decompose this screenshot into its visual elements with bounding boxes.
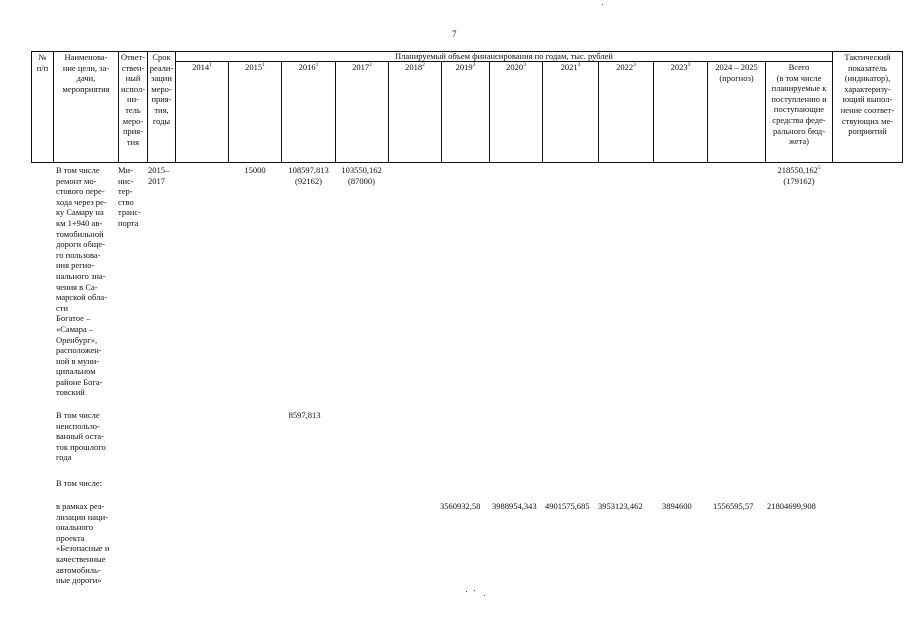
header-executor: Ответ- ствен- ный испол- ни- тель меро- прия- тия bbox=[120, 52, 146, 147]
col-line bbox=[281, 61, 282, 163]
col-line bbox=[598, 61, 599, 163]
col-line bbox=[335, 61, 336, 163]
row4-name: в рамках реа- лизации наци- онального проекта «Безопасные и качественные автомобиль- ные дороги» bbox=[56, 501, 110, 586]
scan-speck bbox=[474, 590, 475, 591]
header-table bbox=[31, 51, 903, 163]
scan-speck bbox=[466, 591, 467, 592]
col-line bbox=[228, 61, 229, 163]
row1-value-2017: 103550,162 (87000) bbox=[341, 165, 382, 186]
row1-total: 218550,162$^5$ (179162) bbox=[777, 165, 821, 186]
row1-executor: Ми- нис- тер- ство транс- порта bbox=[118, 165, 141, 228]
row4-value-2022: 3953123,462 bbox=[598, 501, 643, 511]
row1-value-2016: 108597,813 (92162) bbox=[288, 165, 329, 186]
header-year-2021: 2021$^3$ bbox=[560, 62, 581, 72]
scan-speck bbox=[484, 595, 485, 596]
header-year-2024-2025: 2024 – 2025 (прогноз) bbox=[715, 62, 758, 83]
row4-value-2023: 3894600 bbox=[662, 501, 692, 511]
header-year-2020: 2020$^3$ bbox=[506, 62, 526, 72]
header-total: Всего (в том числе планируемые к поступлению и поступающие средства феде- рального бюд- жета) bbox=[771, 62, 827, 147]
header-year-2018: 2018$^2$ bbox=[405, 62, 425, 72]
header-period: Срок реали- зации меро- прия- тия, годы bbox=[149, 52, 174, 126]
row3-name: В том числе: bbox=[56, 478, 102, 488]
header-year-2019: 2019$^3$ bbox=[455, 62, 476, 72]
table-header-bottom-border bbox=[31, 162, 903, 163]
col-line bbox=[441, 61, 442, 163]
col-line bbox=[542, 61, 543, 163]
header-name: Наименова- ние цели, за- дачи, мероприятия bbox=[62, 52, 110, 94]
page-number: 7 bbox=[452, 29, 457, 39]
header-num: № п/п bbox=[36, 52, 49, 73]
header-year-2015: 2015$^1$ bbox=[245, 62, 265, 72]
header-year-2022: 2022$^3$ bbox=[616, 62, 636, 72]
header-year-2014: 2014$^1$ bbox=[192, 62, 212, 72]
col-line bbox=[902, 51, 903, 163]
row4-value-2020: 3988954,343 bbox=[492, 501, 537, 511]
row1-name: В том числе ремонт мо- стового пере- хода через ре- ку Самару на км 1+940 ав- томобильной дороги обще- го пользова- ния регио- нального зна- чения в Са- марской обла- сти Богатое – «Самара – Оренбург», расположен- ной в муни- ципальном районе Бога- товский bbox=[56, 165, 107, 398]
header-year-2023: 2023$^3$ bbox=[670, 62, 691, 72]
scan-speck bbox=[602, 4, 603, 5]
row2-name: В том числе неиспользо- ванный оста- ток прошлого года bbox=[56, 410, 106, 463]
row2-value-2016: 8597,813 bbox=[288, 410, 321, 420]
row1-period: 2015– 2017 bbox=[148, 165, 170, 186]
col-line bbox=[489, 61, 490, 163]
row1-value-2015: 15000 bbox=[244, 165, 266, 175]
row4-value-2021: 4901575,685 bbox=[545, 501, 590, 511]
header-financing: Планируемый объем финансирования по годам, тыс. рублей bbox=[395, 51, 613, 61]
header-tactical: Тактический показатель (индикатор), характеризу- ющий выпол- нение соответ- ствующих ме- роприятий bbox=[840, 52, 895, 137]
row4-value-2024-2025: 1556595,57 bbox=[713, 501, 754, 511]
header-year-2017: 2017$^2$ bbox=[352, 62, 372, 72]
row4-value-2019: 3560932,58 bbox=[440, 501, 481, 511]
row4-total: 21804699,908 bbox=[767, 501, 816, 511]
header-year-2016: 2016$^1$ bbox=[298, 62, 319, 72]
col-line bbox=[653, 61, 654, 163]
col-line bbox=[388, 61, 389, 163]
